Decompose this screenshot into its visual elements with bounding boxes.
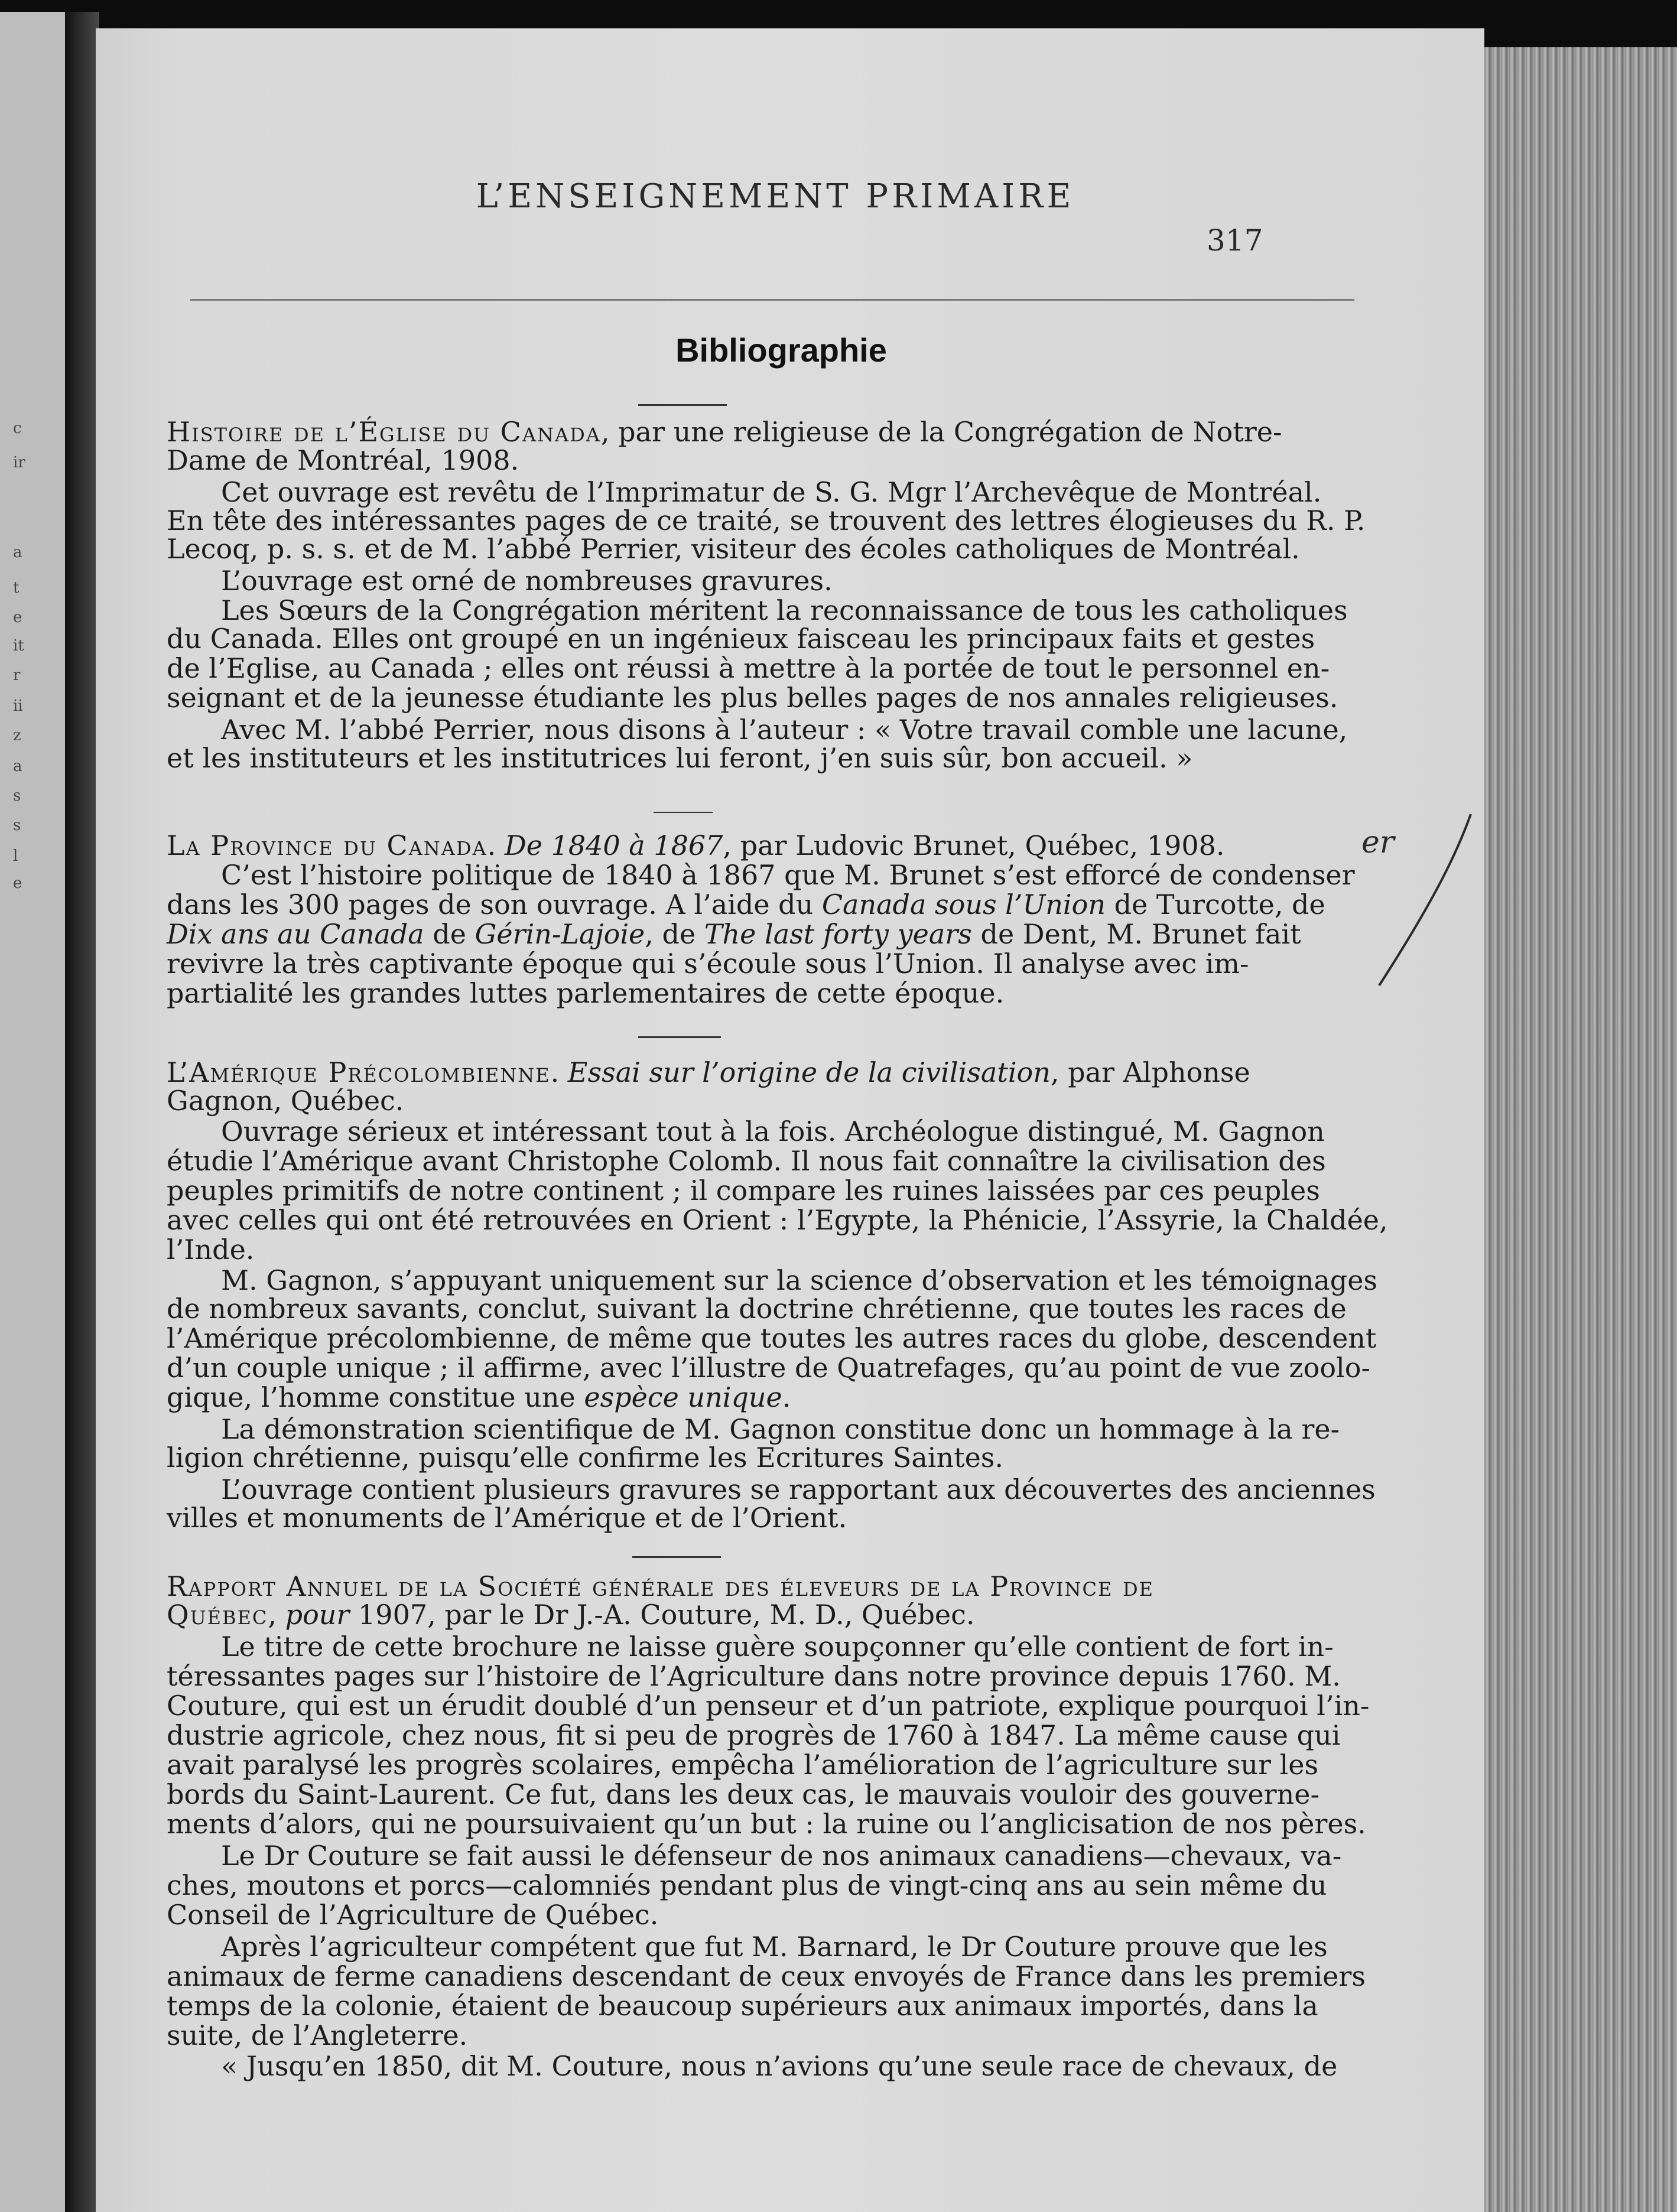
text-line: [167, 2019, 1437, 2051]
text-line: [167, 1599, 1437, 1631]
text-line: [167, 476, 1437, 508]
bibliography-text: [167, 28, 1437, 2212]
text-segment: Gagnon, Québec.: [167, 1085, 404, 1117]
text-segment: suite, de l’Angleterre.: [167, 2019, 468, 2051]
text-segment: de: [424, 918, 475, 950]
text-segment: dustrie agricole, chez nous, fit si peu de progrès de 1760 à 1847. La même cause qui: [167, 1719, 1341, 1751]
text-segment: ,: [268, 1599, 285, 1631]
text-segment: avait paralysé les progrès scolaires, empêcha l’amélioration de l’agriculture sur les: [167, 1749, 1319, 1781]
text-segment: M. Gagnon, s’appuyant uniquement sur la science d’observation et les témoignages: [167, 1264, 1378, 1296]
text-segment: espèce unique: [584, 1381, 782, 1413]
facing-page-fragment: t: [13, 579, 20, 597]
facing-page-fragment: ii: [13, 697, 23, 715]
text-segment: du Canada. Elles ont groupé en un ingénieux faisceau les principaux faits et gestes: [167, 623, 1315, 655]
text-line: [167, 891, 1437, 918]
page-stack-edges: [1484, 47, 1677, 2212]
facing-page-fragment: s: [13, 787, 21, 805]
text-segment: revivre la très captivante époque qui s’écoule sous l’Union. Il analyse avec im-: [167, 948, 1249, 980]
text-segment: peuples primitifs de notre continent ; il compare les ruines laissées par ces peuples: [167, 1175, 1320, 1206]
text-segment: Après l’agriculteur compétent que fut M. Barnard, le Dr Couture prouve que les: [167, 1931, 1328, 1963]
text-segment: L’ouvrage contient plusieurs gravures se rapportant aux découvertes des anciennes: [167, 1473, 1376, 1505]
facing-page-fragment: z: [13, 727, 21, 744]
text-line: [167, 594, 1437, 626]
text-segment: Gérin-Lajoie: [474, 918, 645, 950]
text-line: [167, 1264, 1437, 1296]
text-segment: l’Amérique précolombienne, de même que toutes les autres races du globe, descendent: [167, 1322, 1377, 1354]
text-line: [167, 1115, 1437, 1147]
text-segment: .: [550, 1056, 568, 1088]
text-line: [167, 1719, 1437, 1751]
text-segment: ments d’alors, qui ne poursuivaient qu’un but : la ruine ou l’anglicisation de nos pères.: [167, 1808, 1366, 1840]
text-line: [167, 1778, 1437, 1810]
text-segment: téressantes pages sur l’histoire de l’Agriculture dans notre province depuis 1760. M.: [167, 1660, 1341, 1692]
text-line: [167, 1293, 1437, 1325]
text-line: [167, 1840, 1437, 1872]
text-line: [167, 1147, 1437, 1175]
text-line: [167, 1056, 1437, 1088]
text-segment: gique, l’homme constitue une: [167, 1381, 584, 1413]
text-line: [167, 1352, 1437, 1384]
text-line: [167, 533, 1437, 565]
text-segment: bords du Saint-Laurent. Ce fut, dans les deux cas, le mauvais vouloir des gouverne-: [167, 1778, 1320, 1810]
text-segment: La Province du Canada: [167, 830, 488, 861]
text-segment: Le titre de cette brochure ne laisse guère soupçonner qu’elle contient de fort in-: [167, 1631, 1334, 1663]
text-line: [167, 1234, 1437, 1266]
facing-page-fragment: it: [13, 637, 24, 655]
text-segment: d’un couple unique ; il affirme, avec l’illustre de Quatrefages, qu’au point de vue zoolo-: [167, 1352, 1371, 1384]
text-segment: partialité les grandes luttes parlementaires de cette époque.: [167, 977, 1005, 1009]
text-segment: « Jusqu’en 1850, dit M. Couture, nous n’avions qu’une seule race de chevaux, de: [167, 2050, 1338, 2082]
book-gutter: [65, 12, 99, 2212]
text-line: [167, 1413, 1437, 1445]
text-line: [167, 565, 1437, 597]
section-title: Bibliographie: [675, 331, 887, 369]
running-head: L’ENSEIGNEMENT PRIMAIRE: [476, 177, 1075, 216]
text-line: [167, 1570, 1437, 1602]
text-segment: dans les 300 pages de son ouvrage. A l’aide du: [167, 889, 822, 920]
text-segment: C’est l’histoire politique de 1840 à 1867 que M. Brunet s’est efforcé de condenser: [167, 859, 1355, 891]
facing-page-fragment: ir: [13, 454, 25, 471]
text-segment: Couture, qui est un érudit doublé d’un penseur et d’un patriote, explique pourquoi l’in-: [167, 1690, 1370, 1722]
text-line: [167, 1690, 1437, 1722]
text-segment: Cet ouvrage est revêtu de l’Imprimatur de S. G. Mgr l’Archevêque de Montréal.: [167, 476, 1322, 508]
text-segment: 1907, par le Dr J.-A. Couture, M. D., Québec.: [349, 1599, 975, 1631]
text-segment: avec celles qui ont été retrouvées en Orient : l’Egypte, la Phénicie, l’Assyrie, la Chaldée,: [167, 1204, 1388, 1236]
text-line: [167, 744, 1437, 772]
text-line: [167, 1749, 1437, 1781]
text-line: [167, 1473, 1437, 1505]
text-segment: Dame de Montréal, 1908.: [167, 444, 519, 476]
text-segment: Canada sous l’Union: [821, 889, 1106, 920]
facing-page-fragment: s: [13, 817, 21, 834]
text-line: [167, 416, 1437, 448]
text-line: [167, 444, 1437, 476]
text-segment: Rapport Annuel de la Société générale des éleveurs de la Province de: [167, 1570, 1155, 1602]
text-segment: ligion chrétienne, puisqu’elle confirme les Ecritures Saintes.: [167, 1442, 1004, 1473]
text-segment: Québec: [167, 1599, 268, 1631]
text-segment: L’ouvrage est orné de nombreuses gravures.: [167, 565, 833, 597]
text-segment: , de: [645, 918, 704, 950]
facing-page-fragment: e: [13, 609, 22, 626]
text-segment: , par Ludovic Brunet, Québec, 1908.: [723, 830, 1225, 861]
text-segment: l’Inde.: [167, 1234, 255, 1266]
text-line: [167, 1206, 1437, 1234]
text-segment: temps de la colonie, étaient de beaucoup supérieurs aux animaux importés, dans la: [167, 1990, 1318, 2022]
text-segment: et les instituteurs et les institutrices lui feront, j’en suis sûr, bon accueil. »: [167, 742, 1193, 774]
text-line: [167, 714, 1437, 746]
text-segment: .: [782, 1381, 791, 1413]
text-line: [167, 1381, 1437, 1413]
text-line: [167, 1960, 1437, 1992]
text-line: [167, 1899, 1437, 1931]
handwritten-annotation: [1356, 808, 1486, 997]
text-segment: L’Amérique Précolombienne: [167, 1056, 551, 1088]
text-segment: Les Sœurs de la Congrégation méritent la reconnaissance de tous les catholiques: [167, 594, 1348, 626]
text-segment: Essai sur l’origine de la civilisation: [567, 1056, 1051, 1088]
text-segment: de Turcotte, de: [1105, 889, 1325, 920]
text-segment: pour: [285, 1599, 350, 1631]
text-segment: De 1840 à 1867: [504, 830, 723, 861]
text-segment: En tête des intéressantes pages de ce traité, se trouvent des lettres élogieuses du R. P.: [167, 505, 1366, 536]
text-line: [167, 1085, 1437, 1117]
page-number: 317: [1207, 223, 1263, 258]
text-segment: de Dent, M. Brunet fait: [971, 918, 1301, 950]
text-line: [167, 1808, 1437, 1840]
text-line: [167, 948, 1437, 980]
text-segment: animaux de ferme canadiens descendant de ceux envoyés de France dans les premiers: [167, 1960, 1366, 1992]
text-line: [167, 977, 1437, 1009]
text-line: [167, 861, 1437, 889]
text-segment: de nombreux savants, conclut, suivant la doctrine chrétienne, que toutes les races de: [167, 1293, 1347, 1325]
text-segment: ches, moutons et porcs—calomniés pendant plus de vingt-cinq ans au sein même du: [167, 1869, 1327, 1901]
facing-page-fragment: c: [13, 419, 22, 437]
text-segment: Ouvrage sérieux et intéressant tout à la fois. Archéologue distingué, M. Gagnon: [167, 1115, 1325, 1147]
text-line: [167, 1444, 1437, 1471]
text-line: [167, 1322, 1437, 1354]
text-segment: Dix ans au Canada: [167, 918, 424, 950]
text-segment: Le Dr Couture se fait aussi le défenseur de nos animaux canadiens—chevaux, va-: [167, 1840, 1342, 1872]
text-segment: Lecoq, p. s. s. et de M. l’abbé Perrier, visiteur des écoles catholiques de Montréal.: [167, 533, 1300, 565]
text-line: [167, 2052, 1437, 2080]
text-segment: .: [487, 830, 505, 861]
text-segment: seignant et de la jeunesse étudiante les plus belles pages de nos annales religieuses.: [167, 682, 1338, 714]
facing-page-fragment: e: [13, 874, 22, 892]
facing-page-fragment: a: [13, 544, 22, 561]
text-line: [167, 1990, 1437, 2022]
text-line: [167, 652, 1437, 684]
facing-page-fragment: a: [13, 757, 22, 775]
facing-page-edge: [0, 12, 65, 2212]
text-segment: Histoire de l’Église du Canada: [167, 416, 601, 448]
text-segment: , par Alphonse: [1050, 1056, 1250, 1088]
text-line: [167, 920, 1437, 948]
text-line: [167, 1631, 1437, 1663]
text-line: [167, 1931, 1437, 1963]
text-line: [167, 832, 1437, 859]
text-segment: étudie l’Amérique avant Christophe Colomb. Il nous fait connaître la civilisation des: [167, 1145, 1326, 1177]
facing-page-fragment: r: [13, 666, 21, 684]
annotation-text: er: [1361, 825, 1395, 860]
text-segment: villes et monuments de l’Amérique et de l’Orient.: [167, 1502, 847, 1534]
text-segment: La démonstration scientifique de M. Gagnon constitue donc un hommage à la re-: [167, 1413, 1340, 1445]
text-segment: Conseil de l’Agriculture de Québec.: [167, 1899, 659, 1931]
text-segment: de l’Eglise, au Canada ; elles ont réussi à mettre à la portée de tout le personnel en-: [167, 652, 1330, 684]
facing-page-fragment: l: [13, 847, 18, 865]
text-line: [167, 1177, 1437, 1204]
text-line: [167, 1660, 1437, 1692]
text-segment: The last forty years: [704, 918, 972, 950]
book-page: [96, 28, 1484, 2212]
text-segment: , par une religieuse de la Congrégation de Notre-: [600, 416, 1282, 448]
text-segment: Avec M. l’abbé Perrier, nous disons à l’auteur : « Votre travail comble une lacune,: [167, 714, 1348, 746]
text-line: [167, 507, 1437, 534]
text-line: [167, 623, 1437, 655]
text-line: [167, 682, 1437, 714]
text-line: [167, 1869, 1437, 1901]
text-line: [167, 1502, 1437, 1534]
